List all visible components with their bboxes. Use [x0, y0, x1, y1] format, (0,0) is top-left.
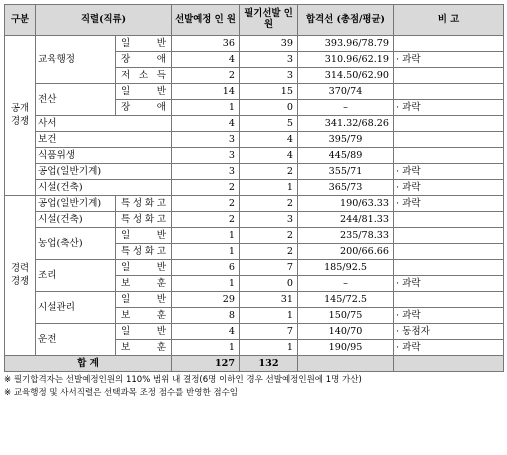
remark-cell: · 과락 [394, 308, 504, 324]
sub-cell [116, 84, 172, 100]
written-cell: 2 [240, 228, 298, 244]
cutoff-cell: 365/73 [298, 180, 394, 196]
cutoff-cell: – [298, 100, 394, 116]
written-cell: 3 [240, 52, 298, 68]
remark-cell [394, 260, 504, 276]
cutoff-cell: 355/71 [298, 164, 394, 180]
job-cell: 농업(축산) [36, 228, 116, 260]
sub-cell [116, 212, 172, 228]
remark-cell: · 과락 [394, 276, 504, 292]
table-row [5, 148, 504, 164]
job-cell: 교육행정 [36, 36, 116, 84]
table-row [5, 164, 504, 180]
total-remark-empty [394, 356, 504, 372]
planned-cell: 4 [172, 116, 240, 132]
sub-label [118, 263, 169, 273]
planned-cell: 2 [172, 180, 240, 196]
header-job: 직렬(직류) [36, 5, 172, 36]
written-cell: 1 [240, 308, 298, 324]
table-row [5, 228, 504, 244]
table-row [5, 324, 504, 340]
sub-label-char: 반 [156, 261, 167, 273]
job-cell: 시설(건축) [36, 180, 172, 196]
remark-cell [394, 68, 504, 84]
sub-label-char: 애 [156, 101, 167, 113]
sub-cell [116, 52, 172, 68]
planned-cell: 29 [172, 292, 240, 308]
header-planned: 선발예정 인 원 [172, 5, 240, 36]
planned-cell: 8 [172, 308, 240, 324]
sub-cell [116, 244, 172, 260]
planned-cell: 2 [172, 212, 240, 228]
written-cell: 2 [240, 196, 298, 212]
written-cell: 3 [240, 68, 298, 84]
sub-label [118, 295, 169, 305]
sub-label-char: 고 [156, 213, 166, 225]
planned-cell: 1 [172, 100, 240, 116]
sub-cell [116, 260, 172, 276]
planned-cell: 14 [172, 84, 240, 100]
sub-cell [116, 228, 172, 244]
total-row [5, 356, 504, 372]
sub-cell [116, 36, 172, 52]
cutoff-cell: 393.96/78.79 [298, 36, 394, 52]
cutoff-cell: 235/78.33 [298, 228, 394, 244]
written-cell: 0 [240, 276, 298, 292]
sub-cell [116, 324, 172, 340]
remark-cell: · 동점자 [394, 324, 504, 340]
remark-cell [394, 116, 504, 132]
table-row [5, 260, 504, 276]
table-row [5, 180, 504, 196]
remark-cell [394, 84, 504, 100]
results-document [4, 4, 503, 400]
job-cell: 전산 [36, 84, 116, 116]
sub-label-char: 저 [121, 69, 131, 81]
sub-label-char: 일 [121, 261, 131, 273]
header-cutoff: 합격선 (총점/평균) [298, 5, 394, 36]
sub-cell [116, 292, 172, 308]
remark-cell: · 과락 [394, 100, 504, 116]
remark-cell [394, 292, 504, 308]
planned-cell: 4 [172, 52, 240, 68]
written-cell: 15 [240, 84, 298, 100]
sub-label-char: 애 [156, 53, 167, 65]
sub-label-char: 보 [121, 277, 131, 289]
written-cell: 31 [240, 292, 298, 308]
sub-label-char: 일 [121, 37, 131, 49]
cutoff-cell: 244/81.33 [298, 212, 394, 228]
cutoff-cell: 314.50/62.90 [298, 68, 394, 84]
cutoff-cell: 310.96/62.19 [298, 52, 394, 68]
sub-label [118, 199, 169, 209]
remark-cell [394, 148, 504, 164]
written-cell: 1 [240, 340, 298, 356]
sub-label [118, 279, 169, 289]
written-cell: 4 [240, 148, 298, 164]
planned-cell: 1 [172, 244, 240, 260]
planned-cell: 6 [172, 260, 240, 276]
cutoff-cell: 341.32/68.26 [298, 116, 394, 132]
sub-label-char: 고 [156, 197, 166, 209]
job-cell: 공업(일반기계) [36, 196, 116, 212]
written-cell: 0 [240, 100, 298, 116]
sub-label-char: 특 [121, 245, 131, 257]
sub-label [118, 343, 169, 353]
sub-label-char: 소 [138, 69, 149, 81]
sub-label-char: 훈 [156, 309, 167, 321]
sub-label [118, 327, 169, 337]
sub-label-char: 훈 [156, 341, 167, 353]
sub-label-char: 훈 [156, 277, 167, 289]
sub-cell [116, 100, 172, 116]
written-cell: 39 [240, 36, 298, 52]
results-table [4, 4, 504, 372]
planned-cell: 2 [172, 196, 240, 212]
written-cell: 3 [240, 212, 298, 228]
total-label: 합 계 [5, 356, 172, 372]
sub-label-char: 성 [132, 213, 143, 225]
sub-label-char: 성 [132, 197, 143, 209]
remark-cell: · 과락 [394, 196, 504, 212]
remark-cell: · 과락 [394, 52, 504, 68]
sub-label-char: 반 [156, 293, 167, 305]
planned-cell: 4 [172, 324, 240, 340]
sub-label-char: 장 [121, 53, 131, 65]
remark-cell [394, 244, 504, 260]
planned-cell: 1 [172, 276, 240, 292]
footnotes [4, 374, 503, 400]
job-cell: 사서 [36, 116, 172, 132]
written-cell: 7 [240, 260, 298, 276]
written-cell: 2 [240, 244, 298, 260]
group-label-career: 경력 경쟁 [5, 196, 36, 356]
cutoff-cell: 145/72.5 [298, 292, 394, 308]
sub-label [118, 87, 169, 97]
sub-label-char: 화 [144, 245, 155, 257]
written-cell: 2 [240, 164, 298, 180]
job-cell: 보건 [36, 132, 172, 148]
sub-label [118, 215, 169, 225]
job-cell: 운전 [36, 324, 116, 356]
planned-cell: 1 [172, 340, 240, 356]
written-cell: 1 [240, 180, 298, 196]
sub-cell [116, 276, 172, 292]
sub-label-char: 일 [121, 293, 131, 305]
header-group: 구분 [5, 5, 36, 36]
cutoff-cell: – [298, 276, 394, 292]
sub-label [118, 247, 169, 257]
cutoff-cell: 370/74 [298, 84, 394, 100]
remark-cell: · 과락 [394, 180, 504, 196]
sub-label-char: 반 [156, 37, 167, 49]
sub-cell [116, 68, 172, 84]
sub-label-char: 고 [156, 245, 166, 257]
sub-label-char: 득 [156, 69, 166, 81]
cutoff-cell: 140/70 [298, 324, 394, 340]
total-planned: 127 [172, 356, 240, 372]
cutoff-cell: 445/89 [298, 148, 394, 164]
table-row [5, 212, 504, 228]
sub-label [118, 311, 169, 321]
sub-cell [116, 340, 172, 356]
written-cell: 7 [240, 324, 298, 340]
job-cell: 공업(일반기계) [36, 164, 172, 180]
sub-label-char: 화 [144, 213, 155, 225]
sub-label-char: 일 [121, 85, 131, 97]
sub-cell [116, 308, 172, 324]
sub-label [118, 71, 169, 81]
planned-cell: 36 [172, 36, 240, 52]
written-cell: 4 [240, 132, 298, 148]
header-written: 필기선발 인 원 [240, 5, 298, 36]
total-written: 132 [240, 356, 298, 372]
total-cutoff-empty [298, 356, 394, 372]
table-row [5, 36, 504, 52]
sub-cell [116, 196, 172, 212]
sub-label [118, 39, 169, 49]
table-row [5, 132, 504, 148]
written-cell: 5 [240, 116, 298, 132]
sub-label-char: 반 [156, 229, 167, 241]
sub-label-char: 일 [121, 229, 131, 241]
sub-label [118, 231, 169, 241]
table-row [5, 116, 504, 132]
remark-cell [394, 36, 504, 52]
footnote: ※ 교육행정 및 사서직렬은 선택과목 조정 점수를 반영한 점수임 [4, 388, 239, 399]
cutoff-cell: 200/66.66 [298, 244, 394, 260]
cutoff-cell: 190/95 [298, 340, 394, 356]
sub-label [118, 55, 169, 65]
footnote: ※ 필기합격자는 선발예정인원의 110% 범위 내 결정(6명 이하인 경우 선발예정인원에 1명 가산) [4, 375, 362, 385]
job-cell: 시설관리 [36, 292, 116, 324]
sub-label-char: 화 [144, 197, 155, 209]
planned-cell: 1 [172, 228, 240, 244]
table-row [5, 84, 504, 100]
sub-label-char: 특 [121, 213, 131, 225]
sub-label-char: 보 [121, 341, 131, 353]
cutoff-cell: 185/92.5 [298, 260, 394, 276]
sub-label-char: 특 [121, 197, 131, 209]
sub-label-char: 반 [156, 85, 167, 97]
cutoff-cell: 395/79 [298, 132, 394, 148]
remark-cell [394, 228, 504, 244]
remark-cell [394, 132, 504, 148]
cutoff-cell: 190/63.33 [298, 196, 394, 212]
job-cell: 식품위생 [36, 148, 172, 164]
sub-label-char: 보 [121, 309, 131, 321]
sub-label-char: 장 [121, 101, 131, 113]
planned-cell: 3 [172, 132, 240, 148]
cutoff-cell: 150/75 [298, 308, 394, 324]
remark-cell: · 과락 [394, 340, 504, 356]
job-cell: 조리 [36, 260, 116, 292]
header-row [5, 5, 504, 36]
sub-label [118, 103, 169, 113]
remark-cell: · 과락 [394, 164, 504, 180]
planned-cell: 3 [172, 148, 240, 164]
planned-cell: 3 [172, 164, 240, 180]
remark-cell [394, 212, 504, 228]
header-remarks: 비 고 [394, 5, 504, 36]
table-row [5, 292, 504, 308]
group-label-open: 공개 경쟁 [5, 36, 36, 196]
sub-label-char: 일 [121, 325, 131, 337]
sub-label-char: 반 [156, 325, 167, 337]
table-row [5, 196, 504, 212]
sub-label-char: 성 [132, 245, 143, 257]
planned-cell: 2 [172, 68, 240, 84]
job-cell: 시설(건축) [36, 212, 116, 228]
